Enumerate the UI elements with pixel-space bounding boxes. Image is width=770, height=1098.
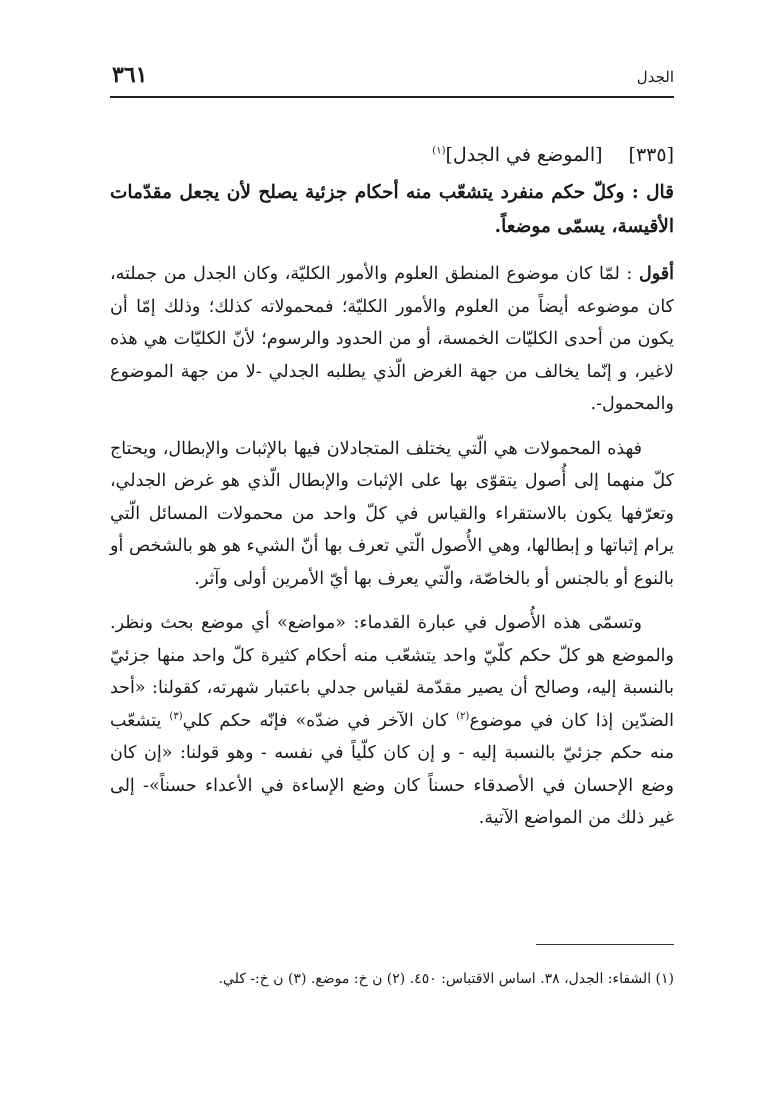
final-paragraph-part: وتسمّى هذه الأُصول في عبارة القدماء: «مواضع» أي موضع بحث ونظر. والموضع هو كلّ حكم كلّيّ واحد يتشعّب منه أحكام كثيرة كلّ واحد منها جزئيّ بالنسبة إليه، وصالح أن يصير مقدّمة لقياس جدلي باعتبار شهرته، كقولنا: «أحد الضدّين إذا كان في موضوع <box>110 613 675 731</box>
footnote-divider <box>536 944 674 945</box>
final-paragraph-part: يتشعّب منه حكم جزئيّ بالنسبة إليه - و إن كان كلّياً في نفسه - وهو قولنا: «إن كان وضع الإحسان في الأصدقاء حسناً كان وضع الإساءة في الأعداء حسناً»- إلى غير ذلك من المواضع الآتية. <box>110 710 674 828</box>
statement-text: : وكلّ حكم منفرد يتشعّب منه أحكام جزئية يصلح لأن يجعل مقدّمات الأقيسة، يسمّى موضعاً. <box>110 182 674 237</box>
body-paragraph: فهذه المحمولات هي الّتي يختلف المتجادلان فيها بالإثبات والإبطال، ويحتاج كلّ منهما إلى أُصول يتقوّى بها على الإثبات والإبطال الّذي هو غرض الجدلي، وتعرّفها يكون بالاستقراء والقياس في كلّ واحد من محمولات المسائل الّتي يرام إثباتها و إبطالها، وهي الأُصول الّتي تعرف بها أنّ الشيء هو هو بالشخص أو بالنوع أو بالجنس أو بالخاصّة، والّتي يعرف بها أيّ الأمرين أولى وآثر. <box>110 438 674 589</box>
footnote-ref: (٣) <box>169 710 183 722</box>
page-body <box>110 140 674 847</box>
section-title: [الموضع في الجدل] <box>445 144 603 166</box>
commentary-text: : لمّا كان موضوع المنطق العلوم والأمور الكليّة، وكان الجدل من جملته، كان موضوعه أيضاً من العلوم والأمور الكليّة؛ فمحمولاته كذلك؛ وذلك إمّا أن يكون من أحدى الكليّات الخمسة، أو من الحدود والرسوم؛ لأنّ الكليّات هي هذه لاغير، و إنّما يخالف من جهة الغرض الّذي يطلبه الجدلي -لا من جهة الموضوع والمحمول-. <box>110 264 674 414</box>
footnotes: (١) الشفاء: الجدل، ٣٨. اساس الاقتباس: ٤٥٠. (٢) ن خ: موضع. (٣) ن خ:- كلي. <box>218 971 674 987</box>
statement-paragraph <box>110 176 674 244</box>
footnote-ref: (١) <box>432 145 446 157</box>
section-heading <box>110 140 674 170</box>
running-title: الجدل <box>636 68 674 86</box>
footnote-ref: (٢) <box>456 710 470 722</box>
page-header <box>110 56 674 98</box>
section-number: [٣٣٥] <box>628 144 674 166</box>
statement-lead: قال <box>646 182 674 203</box>
final-paragraph-part: كان الآخر في ضدّه» فإنّه حكم كلي <box>182 710 457 731</box>
commentary-paragraph <box>110 258 674 421</box>
commentary-lead: أقول <box>639 264 674 284</box>
page-number: ٣٦١ <box>112 62 148 88</box>
final-paragraph <box>110 607 674 835</box>
